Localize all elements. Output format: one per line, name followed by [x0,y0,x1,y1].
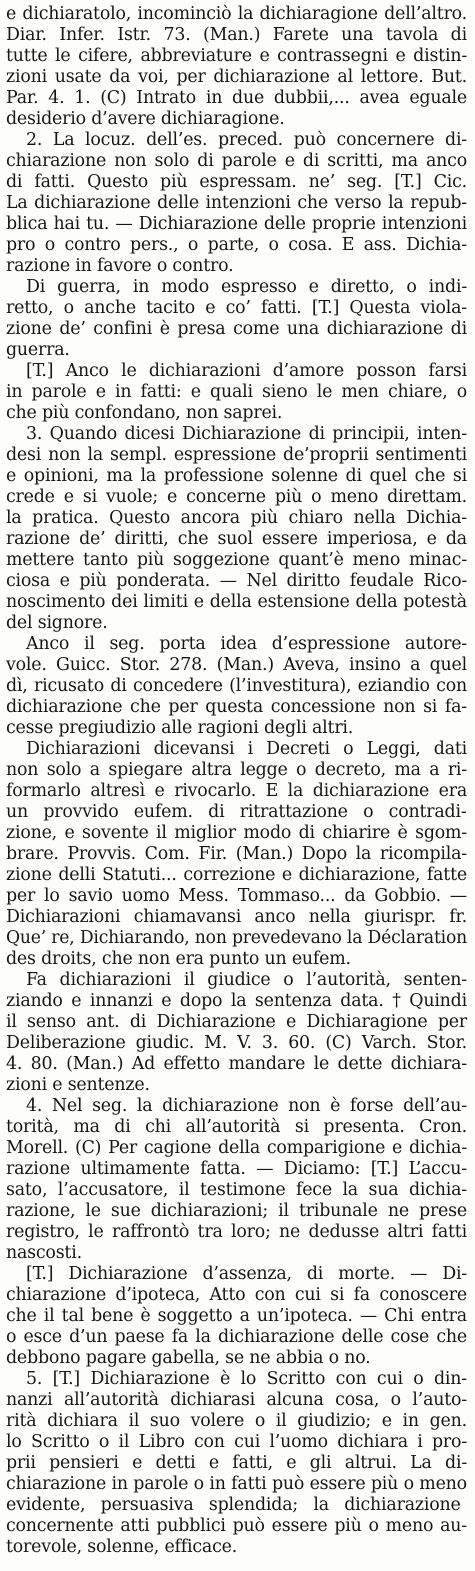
line-text: Morell. (C) Per cagione della comparigione e dichia- [6,1138,468,1158]
line-text: nanzi all’autorità dichiarasi alcuna cosa, o l’auto- [6,1390,467,1410]
line-text: zione delli Statuti... correzione e dichiarazione, fatte [6,865,467,885]
line-text: ziando e innanzi e dopo la sentenza data. † Quindi [6,991,467,1011]
line-text: torevole, solenne, efficace. [6,1537,238,1557]
line-text: zione, e sovente il miglior modo di chiarire è sgom- [6,823,467,843]
line-text: Fa dichiarazioni il giudice o l’autorità, senten- [26,970,467,990]
line-text: [T.] Dichiarazione d’assenza, di morte. — Di- [26,1264,467,1284]
text-line [6,1535,467,1559]
line-text: razione in favore o contro. [6,256,234,276]
line-text: 3. Quando dicesi Dichiarazione di principii, inten- [26,424,467,444]
line-text: brare. Provvis. Com. Fir. (Man.) Dopo la ricompila- [6,844,467,864]
line-text: Diar. Infer. Istr. 73. (Man.) Farete una tavola di [6,25,467,45]
line-text: mettere tanto più soggezione quant’è meno minac- [6,550,467,570]
line-text: sato, l’accusatore, il testimone fece la sua dichia- [6,1180,467,1200]
line-text: 4. 80. (Man.) Ad effetto mandare le dette dichiara- [6,1054,467,1074]
line-text: debbono pagare gabella, se ne abbia o no. [6,1348,371,1368]
line-text: chiarazione d’ipoteca, Atto con cui si fa conoscere [6,1285,467,1305]
line-text: del signore. [6,613,108,633]
line-text: formarlo altresì e rivocarlo. E la dichiarazione era [6,781,468,801]
line-text: La dichiarazione delle intenzioni che verso la repub- [6,193,467,213]
line-text: Deliberazione giudic. M. V. 3. 60. (C) Varch. Stor. [6,1033,467,1053]
line-text: 5. [T.] Dichiarazione è lo Scritto con cui o din- [26,1369,467,1389]
line-text: razione de’ diritti, che suol essere imperiosa, e da [6,529,467,549]
line-text: razione ultimamente fatta. — Diciamo: [T.] L’accu- [6,1159,467,1179]
line-text: desi non la sempl. espressione de’proprii sentimenti [6,445,467,465]
line-text: 2. La locuz. dell’es. preced. può concernere di- [26,130,467,150]
line-text: il senso ant. di Dichiarazione e Dichiaragione per [6,1012,467,1032]
line-text: ciosa e più ponderata. — Nel diritto feudale Rico- [6,571,468,591]
line-text: Que’ re, Dichiarando, non prevedevano la Déclaration [6,928,468,948]
line-text: o esce d’un paese fa la dichiarazione delle cose che [6,1327,467,1347]
line-text: non solo a spiegare altra legge o decreto, ma a ri- [6,760,467,780]
line-text: registro, le raffrontò tra loro; ne dedusse altri fatti [6,1222,467,1242]
line-text: un provvido eufem. di ritrattazione o contradi- [6,802,467,822]
line-text: 4. Nel seg. la dichiarazione non è forse dell’au- [26,1096,467,1116]
line-text: di fatti. Questo più espressam. ne’ seg. [T.] Cic. [6,172,467,192]
line-text: pro o contro pers., o parte, o cosa. E ass. Dichia- [6,235,467,255]
line-text: tutte le cifere, abbreviature e contrassegni e distin- [6,46,467,66]
line-text: dì, ricusato di concedere (l’investitura), eziandio con [6,676,467,696]
line-text: cesse pregiudizio alle ragioni degli altri. [6,718,354,738]
line-text: lo Scritto o il Libro con cui l’uomo dichiara i pro- [6,1432,468,1452]
line-text: concernente atti pubblici può essere più o meno au- [6,1516,467,1536]
line-text: chiarazione in parole o in fatti può essere più o meno [6,1474,467,1494]
line-text: e opinioni, ma la professione solenne di quel che si [6,466,468,486]
line-text: desiderio d’avere dichiaragione. [6,109,285,129]
line-text: zioni usate da voi, per dichiarazione al lettore. But. [6,67,468,87]
line-text: Di guerra, in modo espresso e diretto, o indi- [26,277,468,297]
line-text: blica hai tu. — Dichiarazione delle proprie intenzioni [6,214,467,234]
line-text: [T.] Anco le dichiarazioni d’amore posson farsi [26,361,468,381]
line-text: nascosti. [6,1243,82,1263]
line-text: rità dichiara il suo volere o il giudizio; e in gen. [6,1411,467,1431]
line-text: retto, o anche tacito e co’ fatti. [T.] Questa viola- [6,298,467,318]
line-text: torità, ma di chi all’autorità si presenta. Cron. [6,1117,467,1137]
line-text: Anco il seg. porta idea d’espressione autore- [26,634,467,654]
line-text: chiarazione non solo di parole e di scritti, ma anco [6,151,467,171]
line-text: Dichiarazioni dicevansi i Decreti o Leggi, dati [26,739,468,759]
line-text: noscimento dei limiti e della estensione della potestà [6,592,467,612]
line-text: razione, le sue dichiarazioni; il tribunale ne prese [6,1201,467,1221]
line-text: Par. 4. 1. (C) Intrato in due dubbii,... avea eguale [6,88,467,108]
line-text: des droits, che non era punto un eufem. [6,949,351,969]
line-text: guerra. [6,340,70,360]
line-text: che il tal bene è soggetto a un’ipoteca. — Chi entra [6,1306,467,1326]
line-text: vole. Guicc. Stor. 278. (Man.) Aveva, insino a quel [6,655,467,675]
line-text: zioni e sentenze. [6,1075,150,1095]
line-text: per lo savio uomo Mess. Tommaso... da Gobbio. — [6,886,468,906]
line-text: evidente, persuasiva splendida; la dichiarazione [6,1495,461,1515]
line-text: dichiarazione che per questa concessione non si fa- [6,697,467,717]
line-text: e dichiaratolo, incominciò la dichiaragione dell’altro. [6,4,467,24]
line-text: Dichiarazioni chiamavansi anco nella giurispr. fr. [6,907,467,927]
line-text: prii pensieri e detti e fatti, e gli altrui. La di- [6,1453,468,1473]
line-text: in parole e in fatti: e quali sieno le men chiare, o [6,382,468,402]
line-text: la pratica. Questo ancora più chiaro nella Dichia- [6,508,467,528]
line-text: zione de’ confini è presa come una dichiarazione di [6,319,467,339]
line-text: che più confondano, non saprei. [6,403,283,423]
line-text: crede e si vuole; e concerne più o meno direttam. [6,487,467,507]
